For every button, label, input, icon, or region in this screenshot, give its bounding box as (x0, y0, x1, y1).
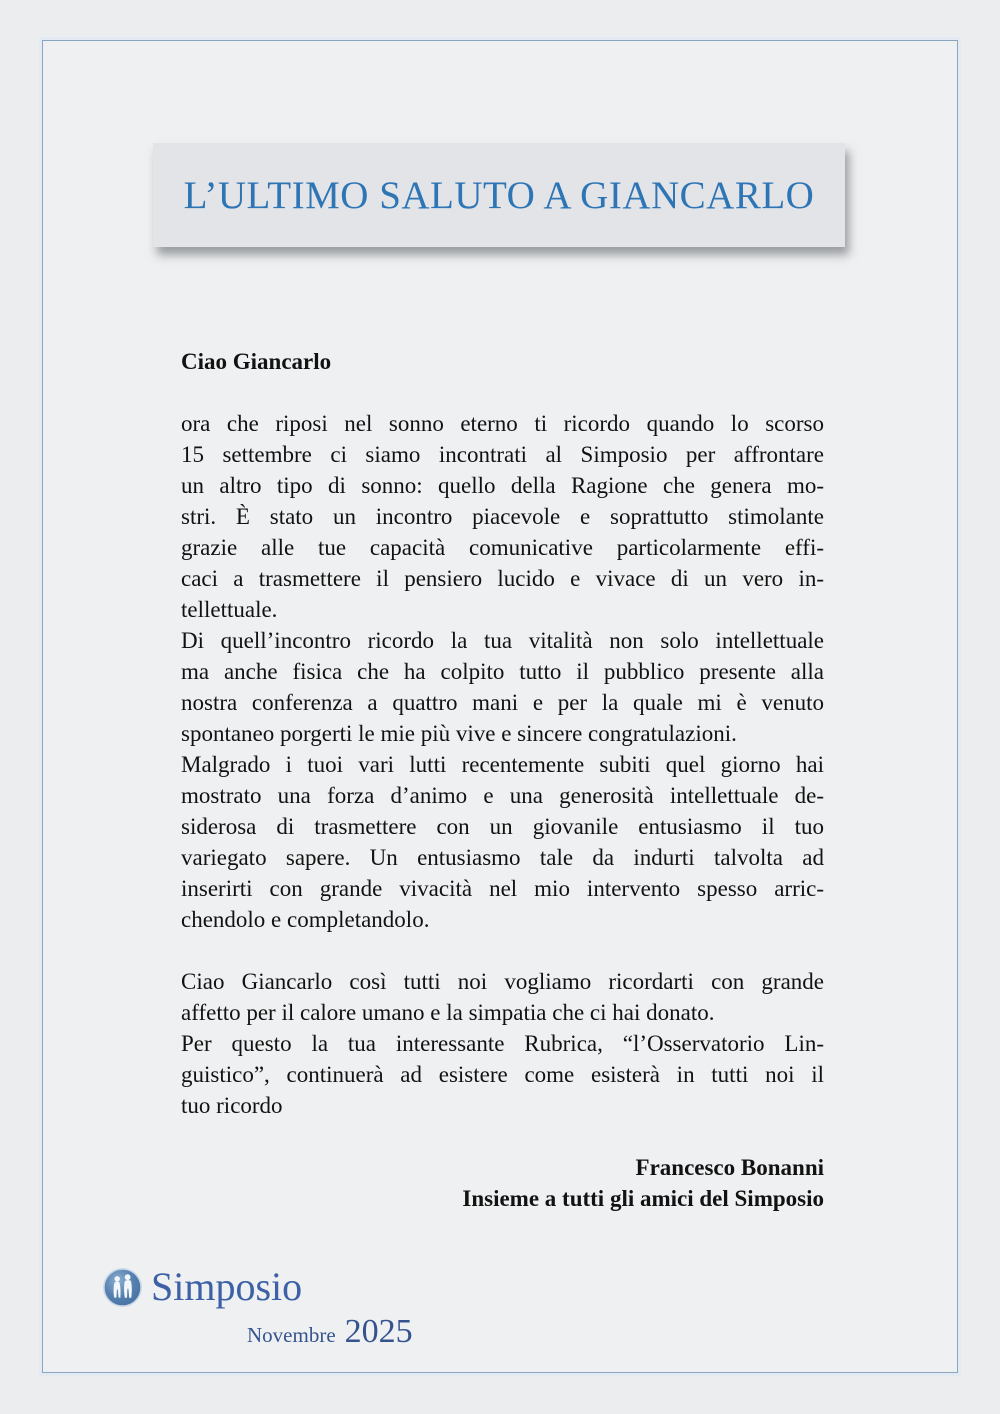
text-line: guistico”, continuerà ad esistere come esisterà in tutti noi il (181, 1062, 824, 1087)
text-line: ora che riposi nel sonno eterno ti ricordo quando lo scorso (181, 411, 824, 436)
paragraph (181, 966, 824, 1028)
simposio-figures-icon (102, 1267, 143, 1308)
text-line: Di quell’incontro ricordo la tua vitalità non solo intellettuale (181, 628, 824, 653)
text-line: mostrato una forza d’animo e una generosità intellettuale de- (181, 783, 824, 808)
text-line: caci a trasmettere il pensiero lucido e vivace di un vero in- (181, 566, 824, 591)
issue-date (247, 1313, 522, 1351)
paragraph (181, 749, 824, 935)
text-line: un altro tipo di sonno: quello della Ragione che genera mo- (181, 473, 824, 498)
text-line: ma anche fisica che ha colpito tutto il pubblico presente alla (181, 659, 824, 684)
text-line: stri. È stato un incontro piacevole e soprattutto stimolante (181, 504, 824, 529)
text-line: inserirti con grande vivacità nel mio intervento spesso arric- (181, 876, 824, 901)
letter-paragraphs (181, 408, 824, 1121)
issue-month: Novembre (247, 1323, 336, 1347)
paragraph (181, 408, 824, 625)
title-banner (153, 143, 845, 247)
text-line: Per questo la tua interessante Rubrica, “l’Osservatorio Lin- (181, 1031, 824, 1056)
text-line: tellettuale. (181, 597, 278, 622)
text-line: siderosa di trasmettere con un giovanile entusiasmo il tuo (181, 814, 824, 839)
text-line: spontaneo porgerti le mie più vive e sincere congratulazioni. (181, 721, 737, 746)
text-line: Ciao Giancarlo così tutti noi vogliamo ricordarti con grande (181, 969, 824, 994)
brand-row (102, 1265, 522, 1309)
paragraph (181, 1028, 824, 1121)
text-line: variegato sapere. Un entusiasmo tale da indurti talvolta ad (181, 845, 824, 870)
text-line: affetto per il calore umano e la simpatia che ci hai donato. (181, 1000, 715, 1025)
issue-year: 2025 (344, 1313, 413, 1350)
text-line: nostra conferenza a quattro mani e per la quale mi è venuto (181, 690, 824, 715)
paragraph (181, 625, 824, 749)
salutation: Ciao Giancarlo (181, 349, 332, 374)
signature-line: Francesco Bonanni (635, 1155, 824, 1180)
signature-block (181, 1152, 824, 1214)
letter-sheet (42, 40, 958, 1373)
text-line: Malgrado i tuoi vari lutti recentemente subiti quel giorno hai (181, 752, 824, 777)
text-line: 15 settembre ci siamo incontrati al Simposio per affrontare (181, 442, 824, 467)
text-line: tuo ricordo (181, 1093, 283, 1118)
page-footer (102, 1265, 522, 1351)
brand-name: Simposio (151, 1264, 303, 1309)
text-line: chendolo e completandolo. (181, 907, 430, 932)
signature-line: Insieme a tutti gli amici del Simposio (462, 1186, 824, 1211)
page-title: L’ULTIMO SALUTO A GIANCARLO (183, 173, 815, 217)
text-line: grazie alle tue capacità comunicative particolarmente effi- (181, 535, 824, 560)
letter-body (181, 346, 824, 1214)
